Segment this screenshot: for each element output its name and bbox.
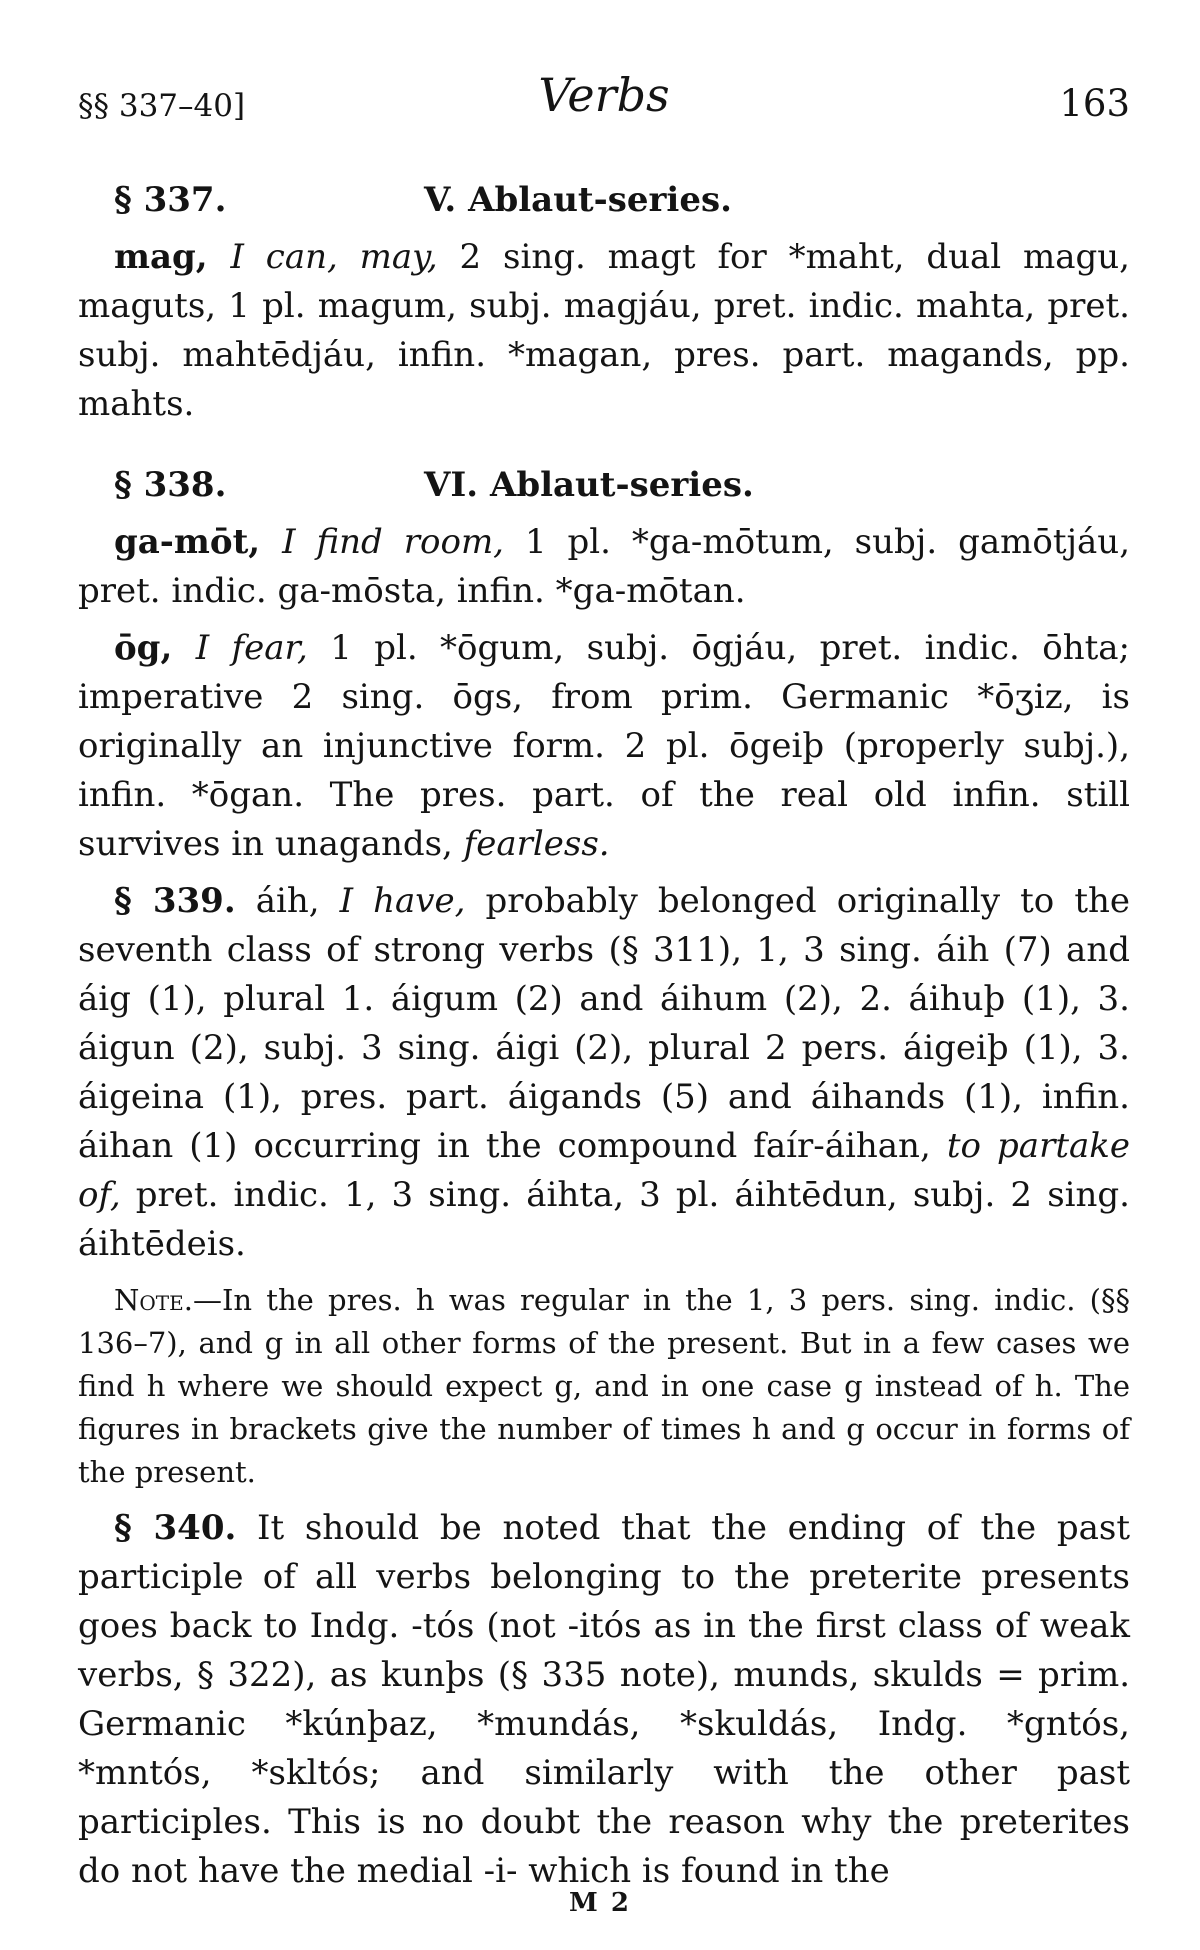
signature-mark: M 2 [569,1888,631,1918]
gloss: to partake of, [78,1126,1130,1215]
section-338-heading [78,461,1130,510]
gloss: I find room, [282,522,504,562]
note-paragraph [78,1279,1130,1494]
section-number: § 340. [114,1508,237,1548]
section-337-heading [78,176,1130,225]
headword: ga-mōt, [114,522,283,562]
gloss: I can, may, [230,237,438,277]
paragraph-340 [78,1504,1130,1896]
section-number: § 339. [114,881,236,921]
paragraph-mag [78,233,1130,429]
section-title: V. Ablaut-series. [424,180,732,220]
headword: ōg, [114,628,196,668]
page-number: 163 [1059,82,1130,125]
paragraph-text: probably belonged originally to the seventh class of strong verbs (§ 311), 1, 3 sing. áih (7) and áig (1), plural 1. áigum (2) and áihum (2), 2. áihuþ (1), 3. áigun (2), subj. 3 sing. áigi (2), plural 2 pers. áigeiþ (1), 3. áigeina (1), pres. part. áigands (5) and áihands (1), infin. áihan (1) occurring in the compound faír-áihan, [78,881,1130,1166]
paragraph-text: pret. indic. 1, 3 sing. áihta, 3 pl. áihtēdun, subj. 2 sing. áihtēdeis. [78,1175,1130,1264]
headword: mag, [114,237,231,277]
paragraph-text: It should be noted that the ending of the past participle of all verbs belonging to the preterite presents goes back to Indg. -tós (not -itós as in the first class of weak verbs, § 322), as kunþs (§ 335 note), munds, skulds = prim. Germanic *kúnþaz, *mundás, *skuldás, Indg. *gntós, *mntós, *skltós; and similarly with the other past participles. This is no doubt the reason why the preterites do not have the medial -i- which is found in the [78,1508,1130,1891]
note-label: Note. [114,1283,193,1317]
paragraph-text: áih, [235,881,340,921]
paragraph-gamot [78,518,1130,616]
header-title: Verbs [538,68,670,122]
section-number: § 338. [114,465,227,505]
gloss: I fear, [195,628,308,668]
running-header [78,62,1130,125]
page-body [78,168,1130,1896]
header-section-range: §§ 337–40] [78,88,246,124]
gloss: I have, [339,881,466,921]
paragraph-text: 2 sing. magt for *maht, dual magu, maguts, 1 pl. magum, subj. magjáu, pret. indic. mahta, pret. subj. mahtēdjáu, infin. *magan, pres. part. magands, pp. mahts. [78,237,1130,424]
note-text: —In the pres. h was regular in the 1, 3 pers. sing. indic. (§§ 136–7), and g in all other forms of the present. But in a few cases we find h where we should expect g, and in one case g instead of h. The figures in brackets give the number of times h and g occur in forms of the present. [78,1283,1130,1489]
paragraph-og [78,624,1130,869]
paragraph-339 [78,877,1130,1269]
section-title: VI. Ablaut-series. [424,465,754,505]
section-number: § 337. [114,180,227,220]
gloss: fearless. [463,824,610,864]
paragraph-text: 1 pl. *ga-mōtum, subj. gamōtjáu, pret. indic. ga-mōsta, infin. *ga-mōtan. [78,522,1131,611]
paragraph-text: 1 pl. *ōgum, subj. ōgjáu, pret. indic. ōhta; imperative 2 sing. ōgs, from prim. Germanic *ōʒiz, is originally an injunctive form. 2 pl. ōgeiþ (properly subj.), infin. *ōgan. The pres. part. of the real old infin. still survives in unagands, [78,628,1130,864]
